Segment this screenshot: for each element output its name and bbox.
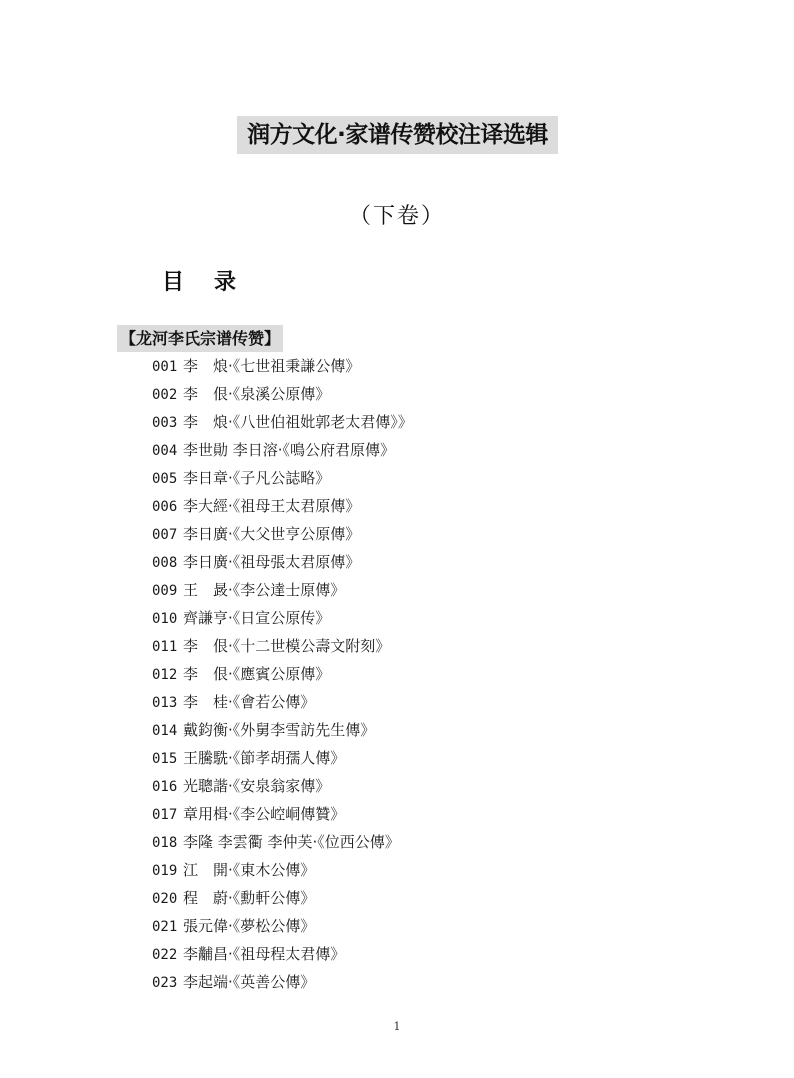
volume-subtitle: （下卷） bbox=[348, 204, 445, 229]
toc-item[interactable] bbox=[152, 912, 413, 940]
toc-item-text: 齊謙亨·《日宣公原传》 bbox=[183, 609, 331, 627]
toc-item-text: 李世勛 李日溶·《鳴公府君原傳》 bbox=[183, 441, 396, 459]
toc-item[interactable] bbox=[152, 716, 413, 744]
toc-item[interactable] bbox=[152, 548, 413, 576]
toc-item-number: 014 bbox=[152, 723, 178, 739]
toc-item-number: 016 bbox=[152, 779, 178, 795]
toc-item-number: 020 bbox=[152, 891, 178, 907]
toc-item-text: 李大經·《祖母王太君原傳》 bbox=[183, 497, 361, 515]
toc-item-text: 李 烺·《七世祖秉謙公傳》 bbox=[183, 357, 361, 375]
toc-item-text: 江 開·《東木公傳》 bbox=[183, 861, 316, 879]
toc-item[interactable] bbox=[152, 856, 413, 884]
section-title: 【龙河李氏宗谱传赞】 bbox=[117, 325, 283, 352]
toc-item-number: 012 bbox=[152, 667, 178, 683]
toc-item-number: 023 bbox=[152, 975, 178, 991]
toc-item-text: 李起端·《英善公傳》 bbox=[183, 973, 316, 991]
toc-item[interactable] bbox=[152, 800, 413, 828]
toc-item-text: 章用楫·《李公崆峒傳贊》 bbox=[183, 805, 346, 823]
page-number: 1 bbox=[393, 1020, 401, 1033]
toc-item-text: 李 佷·《應賓公原傳》 bbox=[183, 665, 331, 683]
toc-item-number: 004 bbox=[152, 443, 178, 459]
toc-item[interactable] bbox=[152, 884, 413, 912]
toc-item-number: 022 bbox=[152, 947, 178, 963]
toc-item-text: 王騰駪·《節孝胡孺人傳》 bbox=[183, 749, 346, 767]
toc-item-text: 李日廣·《祖母張太君原傳》 bbox=[183, 553, 361, 571]
toc-heading bbox=[162, 268, 236, 298]
toc-item-text: 光聰諧·《安泉翁家傳》 bbox=[183, 777, 331, 795]
toc-item-text: 李隆 李雲衢 李仲芙·《位西公傳》 bbox=[183, 833, 400, 851]
toc-item[interactable] bbox=[152, 660, 413, 688]
toc-item[interactable] bbox=[152, 380, 413, 408]
toc-item[interactable] bbox=[152, 492, 413, 520]
toc-heading-char-1: 目 bbox=[162, 270, 185, 295]
toc-item-number: 008 bbox=[152, 555, 178, 571]
toc-item-text: 戴鈞衡·《外舅李雪訪先生傳》 bbox=[183, 721, 376, 739]
toc-item-number: 015 bbox=[152, 751, 178, 767]
toc-item-text: 李 烺·《八世伯祖妣郭老太君傳》》 bbox=[183, 413, 413, 431]
toc-item-text: 程 蔚·《勳軒公傳》 bbox=[183, 889, 316, 907]
toc-item-text: 李日章·《子凡公誌略》 bbox=[183, 469, 331, 487]
toc-item-number: 019 bbox=[152, 863, 178, 879]
toc-item-number: 006 bbox=[152, 499, 178, 515]
toc-item-number: 005 bbox=[152, 471, 178, 487]
toc-item[interactable] bbox=[152, 352, 413, 380]
toc-item-number: 002 bbox=[152, 387, 178, 403]
toc-item-number: 011 bbox=[152, 639, 178, 655]
toc-heading-char-2: 录 bbox=[214, 270, 237, 295]
toc-item[interactable] bbox=[152, 464, 413, 492]
toc-item[interactable] bbox=[152, 688, 413, 716]
toc-item[interactable] bbox=[152, 408, 413, 436]
toc-item[interactable] bbox=[152, 436, 413, 464]
document-title: 润方文化·家谱传赞校注译选辑 bbox=[237, 116, 558, 154]
toc-item-text: 李日廣·《大父世亨公原傳》 bbox=[183, 525, 361, 543]
toc-item-number: 010 bbox=[152, 611, 178, 627]
toc-item[interactable] bbox=[152, 632, 413, 660]
toc-item-text: 張元偉·《夢松公傳》 bbox=[183, 917, 316, 935]
toc-item-number: 003 bbox=[152, 415, 178, 431]
toc-item[interactable] bbox=[152, 576, 413, 604]
toc-item-text: 王 晸·《李公達士原傳》 bbox=[183, 581, 346, 599]
toc-item[interactable] bbox=[152, 744, 413, 772]
toc-item-number: 017 bbox=[152, 807, 178, 823]
toc-list bbox=[152, 352, 413, 996]
toc-item[interactable] bbox=[152, 968, 413, 996]
toc-item-text: 李 佷·《泉溪公原傳》 bbox=[183, 385, 331, 403]
toc-item-number: 009 bbox=[152, 583, 178, 599]
toc-item-number: 007 bbox=[152, 527, 178, 543]
toc-item[interactable] bbox=[152, 828, 413, 856]
toc-item-number: 021 bbox=[152, 919, 178, 935]
toc-item-number: 013 bbox=[152, 695, 178, 711]
toc-item-text: 李 佷·《十二世模公壽文附刻》 bbox=[183, 637, 391, 655]
toc-item[interactable] bbox=[152, 940, 413, 968]
toc-item[interactable] bbox=[152, 520, 413, 548]
toc-item-text: 李 桂·《會若公傳》 bbox=[183, 693, 316, 711]
toc-item-text: 李黼昌·《祖母程太君傳》 bbox=[183, 945, 346, 963]
toc-item[interactable] bbox=[152, 604, 413, 632]
toc-item[interactable] bbox=[152, 772, 413, 800]
toc-item-number: 001 bbox=[152, 359, 178, 375]
toc-item-number: 018 bbox=[152, 835, 178, 851]
